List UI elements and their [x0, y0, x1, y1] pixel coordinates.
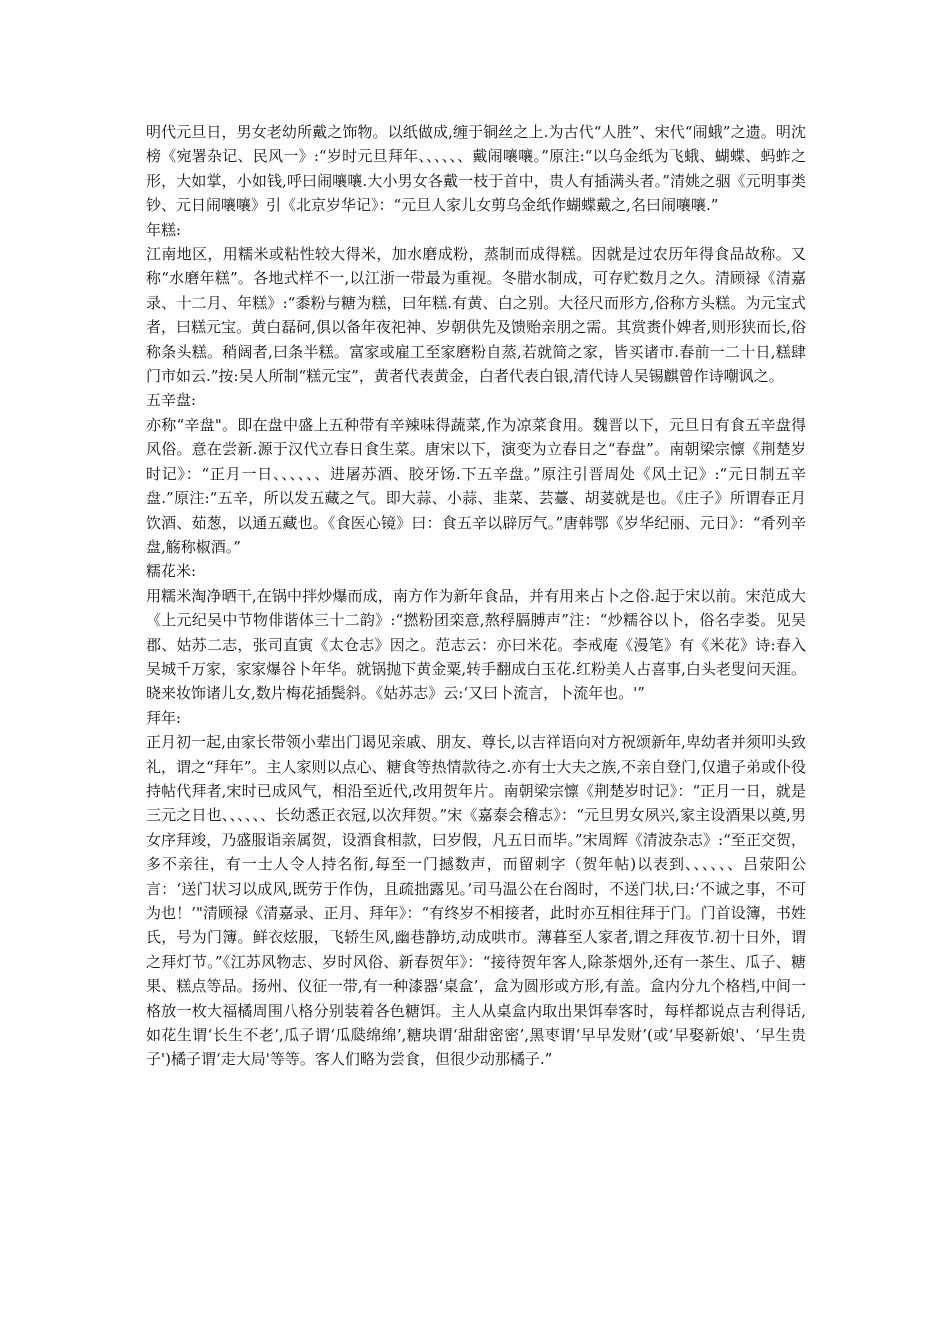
- document-body: [146, 120, 806, 1072]
- paragraph-bainian: 正月初一起,由家长带领小辈出门谒见亲戚、朋友、尊长,以吉祥语向对方祝颂新年,卑幼者并须叩头致礼，谓之“拜年”。主人家则以点心、糖食等热情款待之.亦有士大夫之族,不亲自登门,仅遣子弟或仆役持帖代拜者,宋时已成风气，相沿至近代,改用贺年片。南朝梁宗懔《荆楚岁时记》：“正月一日，就是三元之日也、、、、、、长幼悉正衣冠,以次拜贺。”宋《嘉泰会稽志》：“元旦男女夙兴,家主设酒果以奠,男女序拜竣，乃盛服诣亲属贺，设酒食相款，曰岁假，凡五日而毕。”宋周辉《清波杂志》:“至正交贺，多不亲往，有一士人令人持名衔,每至一门撼数声，而留刺字（贺年帖)以表到、、、、、、吕荥阳公言：‘送门状习以成风,既劳于作伪，且疏拙露见。’司马温公在台阁时，不送门状,曰:‘不诚之事，不可为也！’"清顾禄《清嘉录、正月、拜年》：“有终岁不相接者，此时亦互相往拜于门。门首设簿，书姓氏，号为门簿。鲜衣炫服，飞轿生风,幽巷静坊,动成哄市。薄暮至人家者,谓之拜夜节.初十日外，谓之拜灯节。”《江苏风物志、岁时风俗、新春贺年》：“接待贺年客人,除茶烟外,还有一茶生、瓜子、糖果、糕点等品。扬州、仪征一带,有一种漆器‘桌盒’，盒为圆形或方形,有盖。盒内分九个格档,中间一格放一枚大福橘周围八格分别装着各色糖饵。主人从桌盒内取出果饵奉客时，每样都说点吉利得话,如花生谓‘长生不老’,瓜子谓‘瓜瓞绵绵’,糖块谓‘甜甜密密’,黑枣谓‘早早发财’(或‘早娶新娘'、‘早生贵子')橘子谓‘走大局'等等。客人们略为尝食，但很少动那橘子.”: [146, 733, 806, 1069]
- heading-bainian: 拜年:: [146, 708, 182, 727]
- intro-paragraph: 明代元旦日，男女老幼所戴之饰物。以纸做成,缠于铜丝之上.为古代“人胜”、宋代“闹蛾”之遗。明沈榜《宛署杂记、民风一》:“岁时元旦拜年、、、、、、戴闹嚷嚷。”原注:“以乌金纸为飞蛾、蝴蝶、蚂蚱之形，大如掌，小如钱,呼曰闹嚷嚷.大小男女各戴一枝于首中，贵人有插满头者。”清姚之骃《元明事类钞、元日闹嚷嚷》引《北京岁华记》：“元旦人家儿女剪乌金纸作蝴蝶戴之,名曰闹嚷嚷.”: [146, 123, 806, 215]
- paragraph-wuxinpan: 亦称“辛盘"。即在盘中盛上五种带有辛辣味得蔬菜,作为凉菜食用。魏晋以下，元旦日有食五辛盘得风俗。意在尝新.源于汉代立春日食生菜。唐宋以下，演变为立春日之“春盘”。南朝梁宗懔《荆楚岁时记》：“正月一日、、、、、、进屠苏酒、胶牙饧.下五辛盘。”原注引晋周处《风土记》:“元日制五辛盘.”原注:“五辛，所以发五藏之气。即大蒜、小蒜、韭菜、芸薹、胡荽就是也。《庄子》所谓春正月饮酒、茹葱，以通五藏也。《食医心镜》曰：食五辛以辟厉气。”唐韩鄂《岁华纪丽、元日》：“肴列辛盘,觞称椒酒。”: [146, 415, 806, 556]
- heading-wuxinpan: 五辛盘:: [146, 391, 197, 410]
- paragraph-nuohuami: 用糯米淘净晒干,在锅中拌炒爆而成，南方作为新年食品，并有用来占卜之俗.起于宋以前。宋范成大《上元纪吴中节物俳谐体三十二韵》:“撚粉团栾意,熬稃膈膊声”注：“炒糯谷以卜，俗名孛娄。见吴郡、姑苏二志，张司直寅《太仓志》因之。范志云：亦曰米花。李戒庵《漫笔》有《米花》诗:春入吴城千万家，家家爆谷卜年华。就锅抛下黄金粟,转手翻成白玉花.红粉美人占喜事,白头老叟问天涯。晓来妆饰诸儿女,数片梅花插鬓斜。《姑苏志》云:‘又曰卜流言，卜流年也。'”: [146, 586, 806, 703]
- paragraph-niangao: 江南地区，用糯米或粘性较大得米，加水磨成粉，蒸制而成得糕。因就是过农历年得食品故称。又称“水磨年糕”。各地式样不一,以江浙一带最为重视。冬腊水制成，可存贮数月之久。清顾禄《清嘉录、十二月、年糕》:“黍粉与糖为糕，曰年糕.有黄、白之别。大径尺而形方,俗称方头糕。为元宝式者，曰糕元宝。黄白磊砢,俱以备年夜祀神、岁朝供先及馈贻亲朋之需。其赏赉仆婢者,则形狭而长,俗称条头糕。稍阔者,曰条半糕。富家或雇工至家磨粉自蒸,若就简之家，皆买诸市.春前一二十日,糕肆门市如云.”按:吴人所制“糕元宝”，黄者代表黄金，白者代表白银,清代诗人吴锡麒曾作诗嘲讽之。: [146, 245, 806, 386]
- heading-niangao: 年糕:: [146, 220, 182, 239]
- heading-nuohuami: 糯花米:: [146, 562, 197, 581]
